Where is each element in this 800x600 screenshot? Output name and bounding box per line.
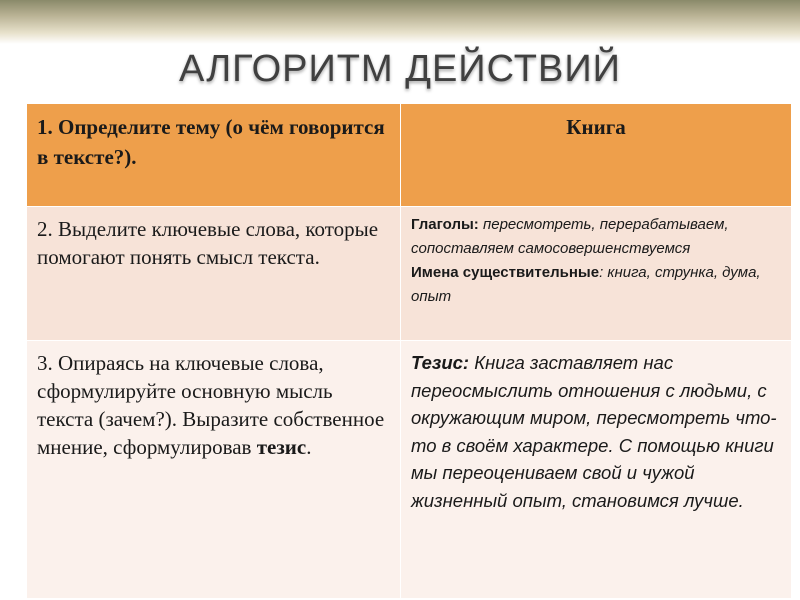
cell-thesis: [401, 341, 792, 599]
algorithm-table: [26, 103, 792, 599]
table-row: [27, 341, 792, 599]
step-3-text: [27, 341, 400, 461]
slide-title: АЛГОРИТМ ДЕЙСТВИЙ: [179, 48, 621, 90]
step-1-text: 1. Определите тему (о чём говорится в тексте?).: [37, 115, 385, 169]
table-row: [27, 207, 792, 341]
header-cell-topic: [401, 104, 792, 207]
step-3-end: .: [306, 435, 312, 459]
step-3-main: 3. Опираясь на ключевые слова, сформулируйте основную мысль текста (зачем?). Выразите собственное мнение, сформулировав: [37, 351, 385, 459]
thesis-label: Тезис:: [411, 352, 470, 373]
keywords-text: [401, 207, 791, 309]
nouns-label: Имена существительные: [411, 264, 600, 281]
top-decorative-band: [0, 0, 800, 44]
cell-step-2: [27, 207, 401, 341]
table-header-row: [27, 104, 792, 207]
topic-text: Книга: [566, 115, 626, 139]
verbs-label: Глаголы:: [411, 216, 483, 233]
step-3-thesis-word: тезис: [256, 435, 307, 459]
step-2-text: 2. Выделите ключевые слова, которые помогают понять смысл текста.: [37, 217, 379, 269]
thesis-text: [401, 341, 791, 514]
cell-keywords: [401, 207, 792, 341]
nouns-text: : книга, струнка, дума, опыт: [411, 264, 761, 305]
header-cell-step-1: [27, 104, 401, 207]
verbs-text: пересмотреть, перерабатываем, сопоставляем самосовершенствуемся: [411, 216, 729, 257]
cell-step-3: [27, 341, 401, 599]
thesis-body: Книга заставляет нас переосмыслить отношения с людьми, с окружающим миром, пересмотреть что-то в своём характере. С помощью книги мы переоцениваем свой и чужой жизненный опыт, становимся лучше.: [411, 352, 777, 511]
